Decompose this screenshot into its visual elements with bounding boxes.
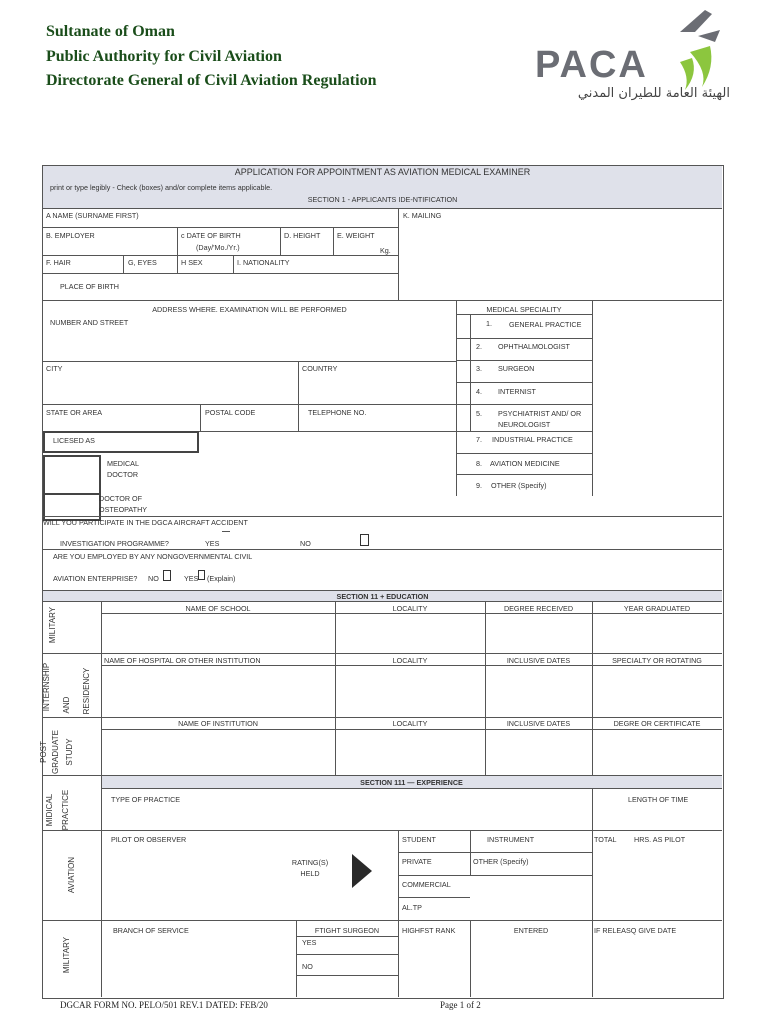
address-where-label: ADDRESS WHERE. EXAMINATION WILL BE PERFORMED xyxy=(152,305,347,314)
spec-3-num: 3. xyxy=(476,364,482,373)
edu-col-institution: NAME OF INSTITUTION xyxy=(178,719,258,728)
spec-4-num: 4. xyxy=(476,387,482,396)
edu-internship-label-2: AND xyxy=(62,696,71,714)
form-frame xyxy=(42,165,724,999)
spec-3-label: SURGEON xyxy=(498,364,535,373)
employed-question-2: AVIATION ENTERPRISE? xyxy=(53,574,138,583)
student-label: STUDENT xyxy=(402,835,436,844)
edu-military-label: MILITARY xyxy=(48,606,57,644)
participate-question-1: WILL YOU PARTICIPATE IN THE DGCA AIRCRAFT ACCIDENT xyxy=(43,518,248,527)
spec-5-label-2: NEUROLOGIST xyxy=(498,420,551,429)
participate-yes-label: YES xyxy=(205,539,220,548)
doctor-osteo-label-2: OSTEOPATHY xyxy=(99,505,148,514)
edu-col-name-school: NAME OF SCHOOL xyxy=(185,604,251,613)
participate-yes-mark[interactable] xyxy=(222,531,230,532)
ratings-label-1: RATING(S) xyxy=(291,858,329,867)
employed-no-checkbox[interactable] xyxy=(163,570,171,581)
total-label: TOTAL xyxy=(594,835,617,844)
medical-doctor-checkbox[interactable] xyxy=(43,455,101,495)
employed-no-label: NO xyxy=(148,574,159,583)
footer-page-number: Page 1 of 2 xyxy=(440,1000,481,1010)
logo-text: PACA xyxy=(535,44,648,86)
edu-post-label-1: POST xyxy=(39,741,48,763)
spec-8-label: AVIATION MEDICINE xyxy=(490,459,560,468)
branch-label: BRANCH OF SERVICE xyxy=(113,926,189,935)
exp-medical-label-2: PRACTICE xyxy=(61,789,70,831)
e-weight-label: E. WEIGHT xyxy=(337,231,375,240)
ratings-label-2: HELD xyxy=(300,869,320,878)
hrs-as-pilot-label: HRS. AS PILOT xyxy=(634,835,686,844)
spec-1-label: GENERAL PRACTICE xyxy=(509,320,582,329)
city-label: CITY xyxy=(46,364,63,373)
edu-col-degree: DEGREE RECEIVED xyxy=(503,604,574,613)
specialty-header: MEDICAL SPECIALITY xyxy=(486,305,562,314)
pilot-observer-label: PILOT OR OBSERVER xyxy=(111,835,187,844)
postal-code-label: POSTAL CODE xyxy=(205,408,256,417)
participate-question-2: INVESTIGATION PROGRAMME? xyxy=(60,539,169,548)
employed-explain-label: (Explain) xyxy=(207,574,236,583)
i-nationality-label: I. NATIONALITY xyxy=(237,258,290,267)
fs-yes-label: YES xyxy=(302,938,317,947)
licensed-as-label: LICESED AS xyxy=(53,436,95,445)
other-specify-label: OTHER (Specify) xyxy=(473,857,529,866)
employed-question-1: ARE YOU EMPLOYED BY ANY NONGOVERNMENTAL CIVIL xyxy=(53,552,253,561)
participate-no-label: NO xyxy=(300,539,311,548)
header-line-1: Sultanate of Oman xyxy=(46,23,175,40)
edu-col-locality-2: LOCALITY xyxy=(392,656,428,665)
spec-2-label: OPHTHALMOLOGIST xyxy=(498,342,570,351)
if-released-label: IF RELEASQ GIVE DATE xyxy=(594,926,677,935)
edu-internship-label-1: INTERNSHIP xyxy=(42,662,51,712)
entered-label: ENTERED xyxy=(513,926,549,935)
g-eyes-label: G, EYES xyxy=(128,258,157,267)
paca-logo xyxy=(530,2,730,102)
edu-post-label-2: GRADUATE xyxy=(51,730,60,774)
a-name-label: A NAME (SURNAME FIRST) xyxy=(46,211,139,220)
header-line-2: Public Authority for Civil Aviation xyxy=(46,48,282,65)
spec-1-num: 1. xyxy=(486,319,492,328)
b-employer-label: B. EMPLOYER xyxy=(46,231,95,240)
exp-aviation-label: AVIATION xyxy=(67,856,76,894)
spec-9-num: 9. xyxy=(476,481,482,490)
exp-military-label: MILITARY xyxy=(62,936,71,974)
spec-5-label: PSYCHIATRIST AND/ OR xyxy=(498,409,582,418)
h-sex-label: H SEX xyxy=(181,258,203,267)
exp-medical-label-1: MIDICAL xyxy=(45,793,54,827)
commercial-label: COMMERCIAL xyxy=(402,880,451,889)
length-of-time-label: LENGTH OF TIME xyxy=(628,795,689,804)
place-of-birth-label: PLACE OF BIRTH xyxy=(60,282,119,291)
form-title: APPLICATION FOR APPOINTMENT AS AVIATION MEDICAL EXAMINER xyxy=(234,167,531,177)
spec-7-label: INDUSTRIAL PRACTICE xyxy=(492,435,573,444)
section1-title: SECTION 1 - APPLICANTS IDE-NTIFICATION xyxy=(307,195,458,204)
edu-col-specialty: SPECIALTY OR ROTATING xyxy=(612,656,702,665)
spec-8-num: 8. xyxy=(476,459,482,468)
highest-rank-label: HIGHFST RANK xyxy=(402,926,456,935)
private-label: PRIVATE xyxy=(402,857,432,866)
form-instructions: print or type legibly - Check (boxes) and/or complete items applicable. xyxy=(50,183,273,192)
spec-9-label: OTHER (Specify) xyxy=(491,481,547,490)
experience-title: SECTION 111 — EXPERIENCE xyxy=(360,778,463,787)
edu-col-locality-3: LOCALITY xyxy=(392,719,428,728)
logo-arabic: الهيئة العامة للطيران المدني xyxy=(577,86,730,101)
employed-yes-label: YES xyxy=(184,574,199,583)
edu-col-year: YEAR GRADUATED xyxy=(623,604,691,613)
fs-no-label: NO xyxy=(302,962,313,971)
arrow-right-icon xyxy=(350,852,374,890)
state-area-label: STATE OR AREA xyxy=(46,408,103,417)
footer-form-number: DGCAR FORM NO. PELO/501 REV.1 DATED: FEB/20 xyxy=(60,1000,268,1010)
c-dob-label: c DATE OF BIRTH xyxy=(181,231,241,240)
instrument-label: INSTRUMENT xyxy=(487,835,535,844)
altp-label: AL.TP xyxy=(402,903,422,912)
education-title: SECTION 11 + EDUCATION xyxy=(336,592,429,601)
edu-post-label-3: STUDY xyxy=(65,738,74,766)
f-hair-label: F. HAIR xyxy=(46,258,71,267)
spec-5-num: 5. xyxy=(476,409,482,418)
flight-surgeon-label: FTIGHT SURGEON xyxy=(314,926,380,935)
c-dob-format: (Day/'Mo./Yr.) xyxy=(196,243,240,252)
edu-col-locality-1: LOCALITY xyxy=(392,604,428,613)
country-label: COUNTRY xyxy=(302,364,338,373)
spec-7-num: 7. xyxy=(476,435,482,444)
edu-col-certificate: DEGRE OR CERTIFICATE xyxy=(613,719,701,728)
spec-2-num: 2. xyxy=(476,342,482,351)
type-of-practice-label: TYPE OF PRACTICE xyxy=(111,795,181,804)
participate-no-checkbox[interactable] xyxy=(360,534,369,546)
telephone-label: TELEPHONE NO. xyxy=(308,408,367,417)
medical-doctor-label-1: MEDICAL xyxy=(107,459,139,468)
k-mailing-label: K. MAILING xyxy=(403,211,442,220)
edu-internship-label-3: RESIDENCY xyxy=(82,667,91,715)
edu-col-inclusive-1: INCLUSIVE DATES xyxy=(506,656,571,665)
employed-yes-checkbox[interactable] xyxy=(198,570,205,580)
spec-4-label: INTERNIST xyxy=(498,387,536,396)
doctor-osteo-label-1: DOCTOR OF xyxy=(99,494,142,503)
kg-label: Kg. xyxy=(380,246,391,255)
medical-doctor-label-2: DOCTOR xyxy=(107,470,139,479)
d-height-label: D. HEIGHT xyxy=(284,231,321,240)
header-line-3: Directorate General of Civil Aviation Regulation xyxy=(46,72,377,89)
edu-col-hospital: NAME OF HOSPITAL OR OTHER INSTITUTION xyxy=(104,656,261,665)
number-street-label: NUMBER AND STREET xyxy=(50,318,129,327)
edu-col-inclusive-2: INCLUSIVE DATES xyxy=(506,719,571,728)
